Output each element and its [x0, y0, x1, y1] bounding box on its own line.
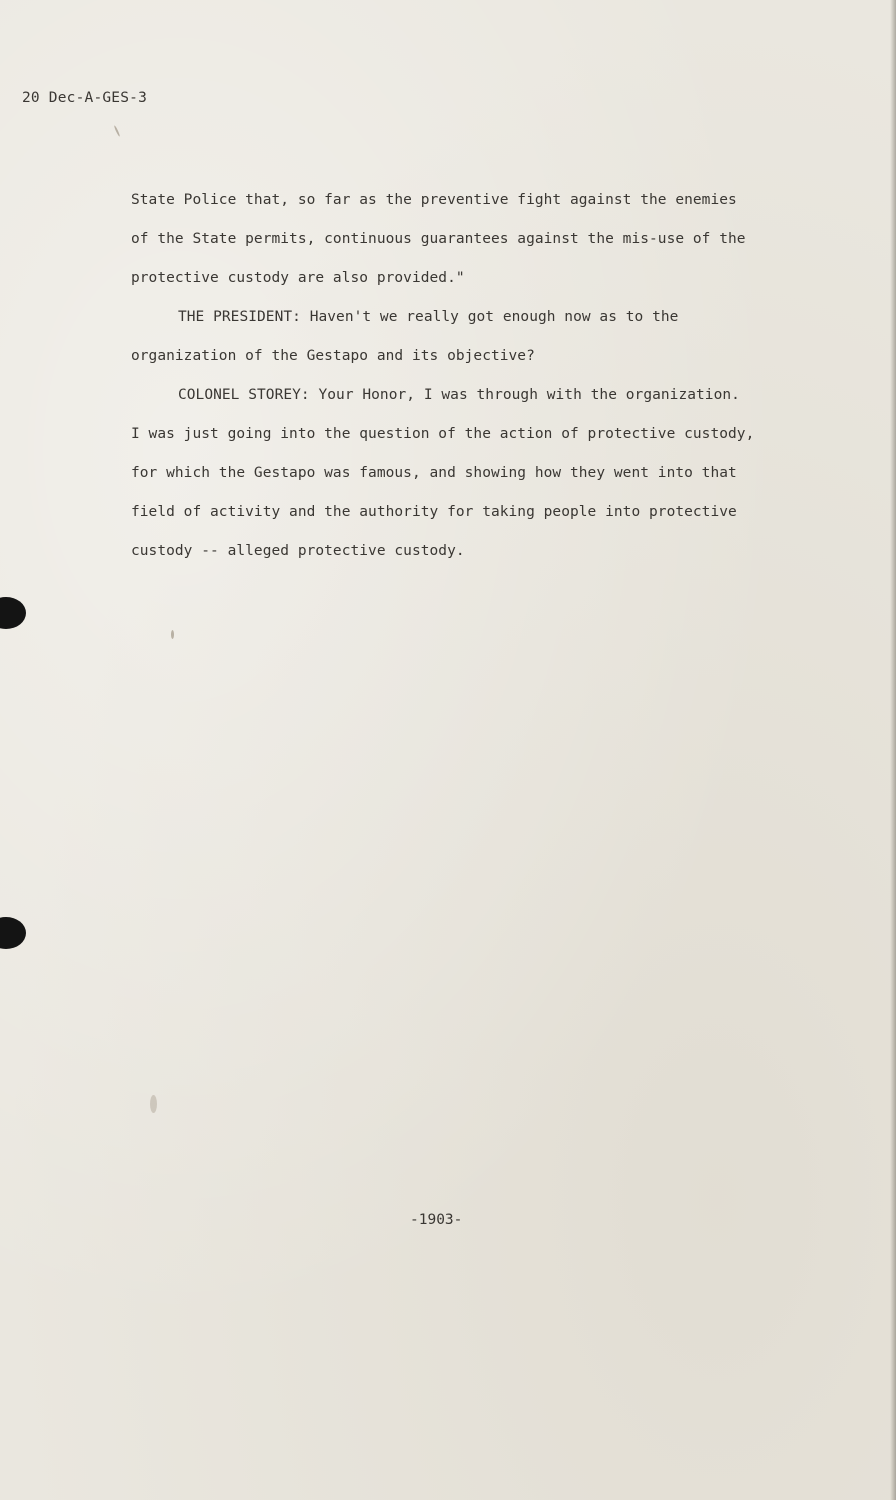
paper-speck: [171, 630, 174, 639]
punch-hole-top: [0, 597, 26, 629]
page-number: -1903-: [410, 1212, 463, 1228]
transcript-line: field of activity and the authority for taking people into protective: [131, 504, 737, 520]
transcript-line: for which the Gestapo was famous, and showing how they went into that: [131, 465, 737, 481]
speaker-line-president: THE PRESIDENT: Haven't we really got enough now as to the: [178, 309, 679, 325]
paper-speck: [150, 1095, 157, 1113]
transcript-line: I was just going into the question of the action of protective custody,: [131, 426, 755, 442]
page-edge-shadow: [890, 0, 896, 1500]
paper-speck: [114, 125, 121, 137]
transcript-line: State Police that, so far as the preventive fight against the enemies: [131, 192, 737, 208]
transcript-line: organization of the Gestapo and its objective?: [131, 348, 535, 364]
speaker-line-colonel-storey: COLONEL STOREY: Your Honor, I was through with the organization.: [178, 387, 740, 403]
punch-hole-bottom: [0, 917, 26, 949]
transcript-line: custody -- alleged protective custody.: [131, 543, 465, 559]
transcript-body: [131, 185, 831, 575]
transcript-line: protective custody are also provided.": [131, 270, 465, 286]
document-header: 20 Dec-A-GES-3: [22, 90, 148, 106]
transcript-line: of the State permits, continuous guarantees against the mis-use of the: [131, 231, 746, 247]
